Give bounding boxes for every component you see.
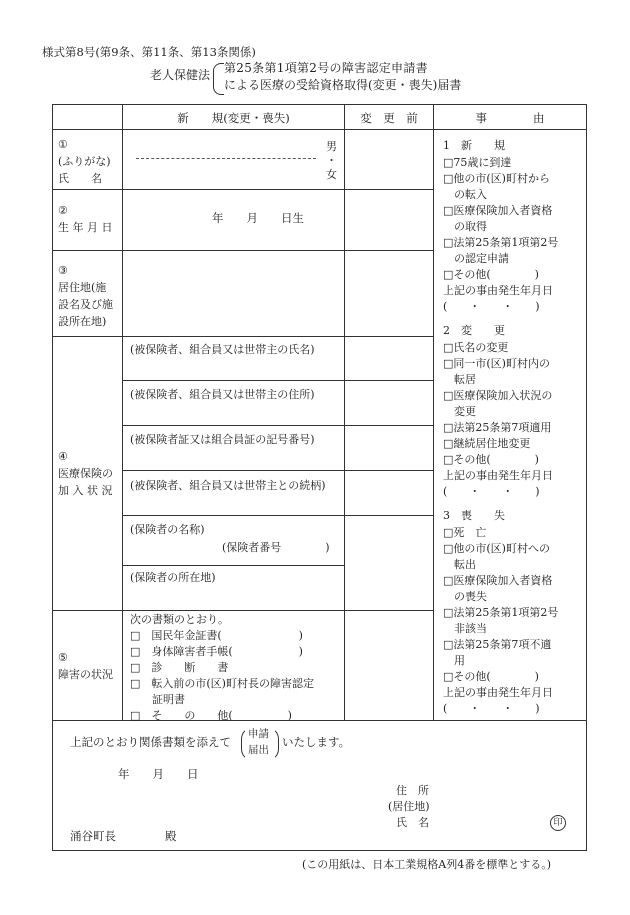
reason-checkbox[interactable]: □法第25条第1項第2号 <box>443 236 559 249</box>
doc-checkbox-other[interactable]: □ そ の 他( ) <box>130 709 292 722</box>
insurer-number-field[interactable]: (保険者番号 ) <box>222 541 330 554</box>
insured-address-field[interactable]: (被保険者、組合員又は世帯主の住所) <box>130 388 315 401</box>
seal-mark: 印 <box>550 815 566 831</box>
insured-name-field[interactable]: (被保険者、組合員又は世帯主の氏名) <box>130 343 315 356</box>
reason-checkbox[interactable]: □その他( ) <box>443 670 539 683</box>
before-change-column[interactable] <box>347 132 431 716</box>
disability-documents: 次の書類のとおり。 □ 国民年金証書( ) □ 身体障害者手帳( ) □ 診 断 書 □ 転入前の市(区)町村長の障害認定 証明書 □ そ の 他( ) <box>130 613 314 722</box>
honorific: 殿 <box>165 829 177 843</box>
reason-checkbox[interactable]: □医療保険加入者資格 <box>443 204 553 217</box>
paper-size-note: (この用紙は、日本工業規格A列4番を標準とする。) <box>302 858 552 871</box>
reason-checkbox[interactable]: □75歳に到達 <box>443 156 512 169</box>
address-label: 住 所 <box>396 784 429 797</box>
header-new: 新 規(変更・喪失) <box>177 111 290 125</box>
insurance-label: ④ 医療保険の 加 入 状 況 <box>58 450 113 497</box>
insured-relationship-field[interactable]: (被保険者、組合員又は世帯主との続柄) <box>130 479 326 492</box>
date-field[interactable]: 年 月 日 <box>118 767 199 781</box>
reason-checkbox[interactable]: □医療保険加入者資格 <box>443 574 553 587</box>
reason-checkbox[interactable]: □継続居住地変更 <box>443 437 531 450</box>
doc-checkbox-diagnosis[interactable]: □ 診 断 書 <box>130 661 229 674</box>
mayor-title: 涌谷町長 <box>70 829 116 843</box>
title-line1: 第25条第1項第2号の障害認定申請書 <box>224 61 428 75</box>
doc-checkbox-pension[interactable]: □ 国民年金証書( ) <box>130 629 303 642</box>
reason-checkbox[interactable]: □その他( ) <box>443 268 539 281</box>
birth-label: ② 生 年 月 日 <box>58 204 113 234</box>
name-input[interactable] <box>128 165 318 183</box>
statement-suffix: いたします。 <box>282 735 351 749</box>
reason-checkbox[interactable]: □他の市(区)町村から <box>443 172 550 185</box>
title-prefix: 老人保健法 <box>150 68 211 82</box>
reason-section-new: 1 新 規 □75歳に到達 □他の市(区)町村から の転入 □医療保険加入者資格 の取得 □法第25条第1項第2号 の認定申請 □その他( ) 上記の事由発生年月日 ( ・ ・ ) <box>443 139 559 313</box>
doc-checkbox-handbook[interactable]: □ 身体障害者手帳( ) <box>130 645 303 658</box>
reason-checkbox[interactable]: □その他( ) <box>443 453 539 466</box>
residence-input[interactable] <box>126 254 340 332</box>
reason-checkbox[interactable]: □氏名の変更 <box>443 341 509 354</box>
title-brace <box>213 63 224 95</box>
reason-checkbox[interactable]: □他の市(区)町村への <box>443 542 550 555</box>
reason-checkbox[interactable]: □同一市(区)町村内の <box>443 357 550 370</box>
insurer-name-field[interactable]: (保険者の名称) <box>130 523 205 536</box>
reason-checkbox[interactable]: □法第25条第1項第2号 <box>443 606 559 619</box>
reason-checkbox[interactable]: □法第25条第7項不適 <box>443 638 552 651</box>
statement-text: 上記のとおり関係書類を添えて <box>70 735 231 749</box>
insurer-address-field[interactable]: (保険者の所在地) <box>130 571 216 584</box>
insured-card-number-field[interactable]: (被保険者証又は組合員証の記号番号) <box>130 433 315 446</box>
reason-section-loss: 3 喪 失 □死 亡 □他の市(区)町村への 転出 □医療保険加入者資格 の喪失 □法第25条第1項第2号 非該当 □法第25条第7項不適 用 □その他( ) 上記の事由発生年月日 ( ・ ・ ) <box>443 509 559 715</box>
name-label: ① (ふりがな) 氏 名 <box>58 138 111 185</box>
apply-option[interactable]: 申請 <box>248 728 269 740</box>
disability-label: ⑤ 障害の状況 <box>58 651 113 681</box>
title-line2: による医療の受給資格取得(変更・喪失)届書 <box>224 78 462 92</box>
reason-checkbox[interactable]: □法第25条第7項適用 <box>443 421 552 434</box>
kana-dashed-line <box>136 158 316 159</box>
form-number: 様式第8号(第9条、第11条、第13条関係) <box>42 45 256 59</box>
doc-checkbox-certificate[interactable]: □ 転入前の市(区)町村長の障害認定 <box>130 677 314 690</box>
reason-checkbox[interactable]: □死 亡 <box>443 526 487 539</box>
header-reason: 事 由 <box>475 111 545 125</box>
notify-option[interactable]: 届出 <box>248 744 269 756</box>
gender-options: 男 ・ 女 <box>326 140 337 181</box>
reason-checkbox[interactable]: □医療保険加入状況の <box>443 389 553 402</box>
birth-date-field[interactable]: 年 月 日生 <box>212 211 304 225</box>
reason-section-change: 2 変 更 □氏名の変更 □同一市(区)町村内の 転居 □医療保険加入状況の 変更 □法第25条第7項適用 □継続居住地変更 □その他( ) 上記の事由発生年月日 ( ・ ・ ) <box>443 324 553 498</box>
residence-sub-label: (居住地) <box>388 800 430 813</box>
header-before: 変 更 前 <box>360 111 418 125</box>
residence-label: ③ 居住地(施 設名及び施 設所在地) <box>58 264 113 328</box>
signer-name-label: 氏 名 <box>396 816 429 829</box>
